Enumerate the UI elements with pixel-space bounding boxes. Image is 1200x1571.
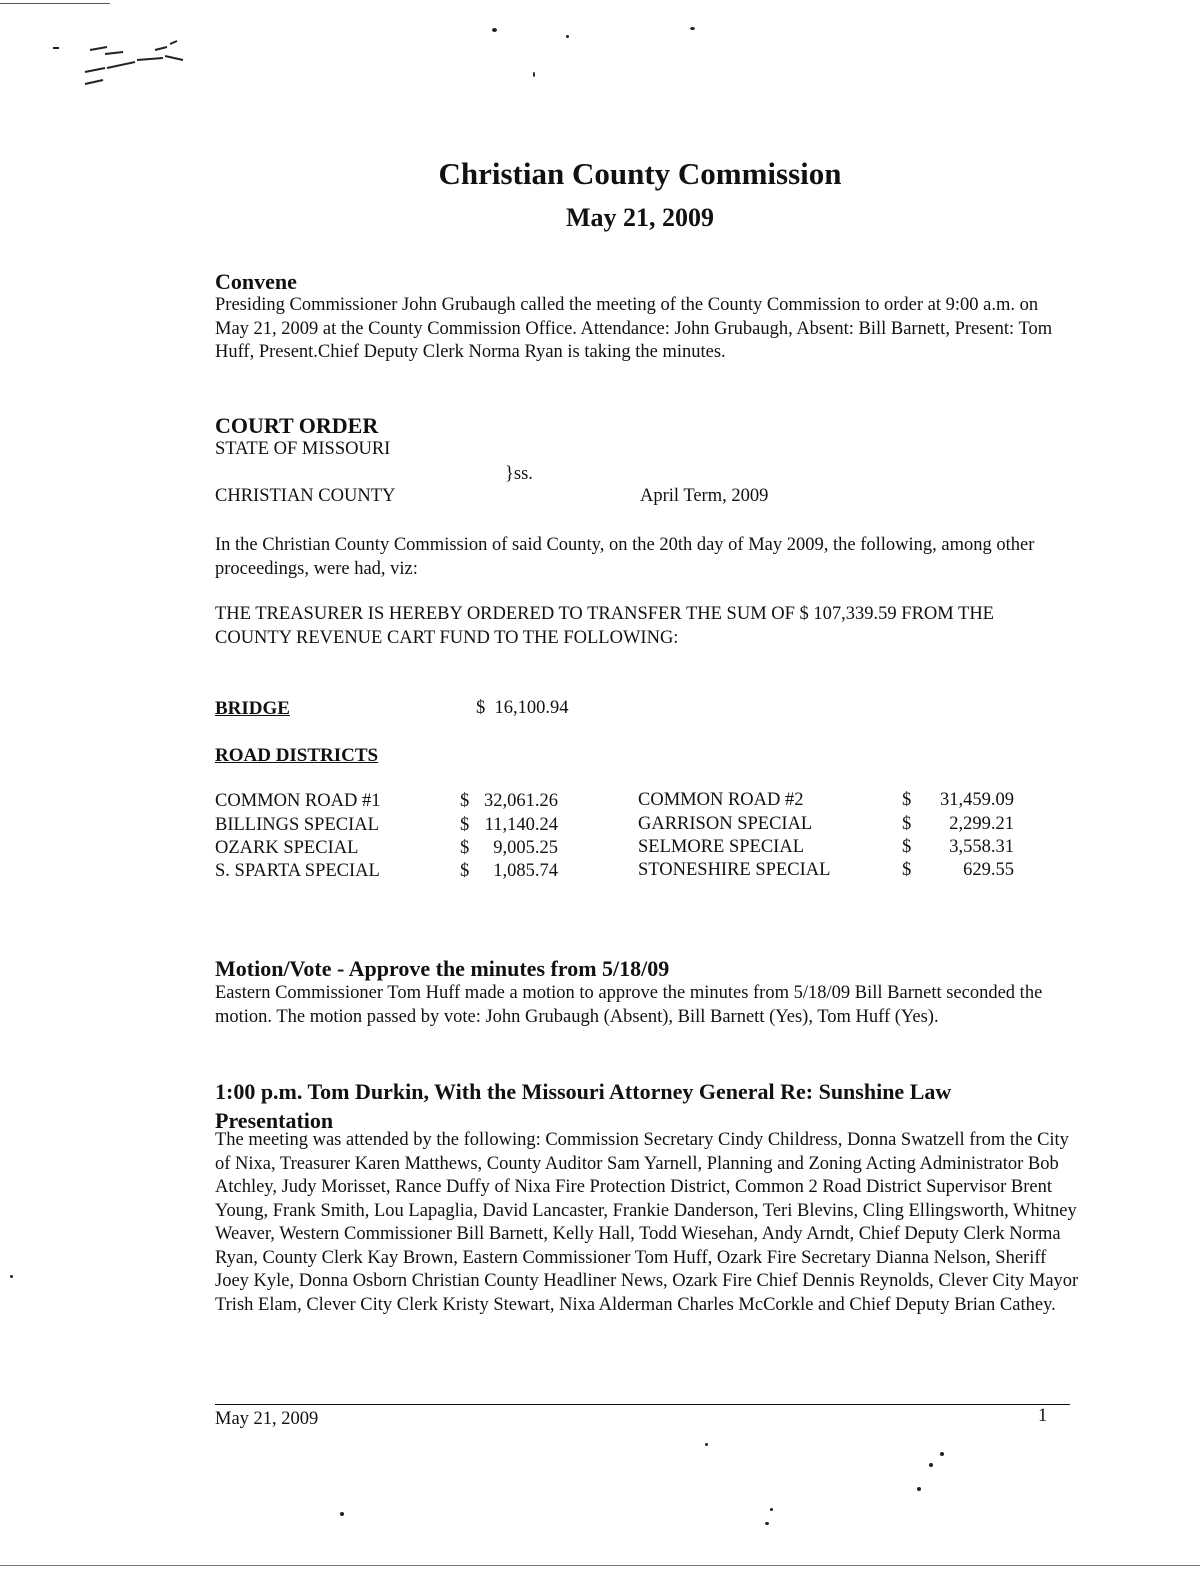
transfer-order: THE TREASURER IS HEREBY ORDERED TO TRANSFER THE SUM OF $ 107,339.59 FROM THE COUNTY REVENUE CART FUND TO THE FOLLOWING:	[215, 604, 994, 648]
speck-3	[690, 27, 695, 30]
ss-bracket: }ss.	[505, 464, 533, 484]
convene-text: Presiding Commissioner John Grubaugh called the meeting of the County Commission to order at 9:00 a.m. on May 21, 2009 at the County Commission Office. Attendance: John Grubaugh, Absent: Bill Barnett, Present: Tom Huff, Present.Chief Deputy Clerk Norma Ryan is taking the minutes.	[215, 295, 1053, 362]
document-date: May 21, 2009	[565, 203, 715, 232]
district-left-dollar: $	[460, 861, 470, 881]
district-left-amount: 11,140.24	[484, 815, 558, 835]
speck-5	[10, 1275, 13, 1278]
document-title: Christian County Commission	[438, 156, 842, 191]
presentation-heading: 1:00 p.m. Tom Durkin, With the Missouri Attorney General Re: Sunshine Law Presentation	[215, 1079, 952, 1133]
footer-rule	[215, 1404, 1070, 1405]
page-number: 1	[1038, 1406, 1048, 1426]
motion-heading: Motion/Vote - Approve the minutes from 5/18/09	[215, 956, 670, 981]
district-left-name: OZARK SPECIAL	[215, 838, 359, 858]
presentation-text: The meeting was attended by the following: Commission Secretary Cindy Childress, Donna Swatzell from the City of Nixa, Treasurer Karen Matthews, County Auditor Sam Yarnell, Planning and Zoning Acting Administrator Bob Atchley, Judy Morisset, Rance Duffy of Nixa Fire Protection District, Common 2 Road District Supervisor Brent Young, Frank Smith, Lou Lapaglia, David Lancaster, Frankie Danderson, Teri Blevins, Cling Ellingsworth, Whitney Weaver, Western Commissioner Bill Barnett, Kelly Hall, Todd Wiesehan, Andy Arndt, Chief Deputy Clerk Norma Ryan, County Clerk Kay Brown, Eastern Commissioner Tom Huff, Ozark Fire Secretary Dianna Nelson, Sheriff Joey Kyle, Donna Osborn Christian County Headliner News, Ozark Fire Chief Dennis Reynolds, Clever City Mayor Trish Elam, Clever City Clerk Kristy Stewart, Nixa Alderman Charles McCorkle and Chief Deputy Brian Cathey.	[215, 1130, 1079, 1315]
speck-4	[533, 72, 535, 77]
district-right-name: STONESHIRE SPECIAL	[638, 860, 831, 880]
district-left-dollar: $	[460, 791, 470, 811]
district-right-dollar: $	[902, 814, 912, 834]
district-left-amount: 9,005.25	[493, 838, 558, 858]
district-left-name: COMMON ROAD #1	[215, 791, 381, 811]
speck-11	[770, 1508, 773, 1511]
speck-10	[340, 1512, 344, 1516]
district-right-name: GARRISON SPECIAL	[638, 814, 813, 834]
term-line: April Term, 2009	[640, 486, 769, 506]
bridge-amount: $ 16,100.94	[476, 698, 569, 718]
district-left-amount: 32,061.26	[484, 791, 558, 811]
speck-12	[765, 1522, 769, 1525]
district-right-dollar: $	[902, 860, 912, 880]
bridge-label: BRIDGE	[215, 698, 290, 719]
state-line: STATE OF MISSOURI	[215, 439, 391, 459]
district-right-amount: 31,459.09	[940, 790, 1014, 810]
speck-9	[917, 1487, 921, 1491]
footer-date: May 21, 2009	[215, 1409, 319, 1429]
speck-8	[929, 1463, 933, 1467]
bottom-edge-mark	[0, 1565, 1200, 1566]
county-line: CHRISTIAN COUNTY	[215, 486, 396, 506]
district-right-amount: 2,299.21	[949, 814, 1014, 834]
district-right-name: COMMON ROAD #2	[638, 790, 804, 810]
top-edge-mark	[0, 3, 110, 4]
scan-scribble-mark	[45, 38, 195, 98]
convene-heading: Convene	[215, 269, 297, 294]
order-intro: In the Christian County Commission of said County, on the 20th day of May 2009, the following, among other proceedings, were had, viz:	[215, 535, 1035, 579]
district-left-dollar: $	[460, 815, 470, 835]
road-districts-label: ROAD DISTRICTS	[215, 745, 379, 766]
speck-2	[566, 35, 569, 38]
district-left-amount: 1,085.74	[493, 861, 558, 881]
district-right-amount: 629.55	[963, 860, 1014, 880]
motion-text: Eastern Commissioner Tom Huff made a motion to approve the minutes from 5/18/09 Bill Barnett seconded the motion. The motion passed by vote: John Grubaugh (Absent), Bill Barnett (Yes), Tom Huff (Yes).	[215, 983, 1043, 1027]
district-right-dollar: $	[902, 837, 912, 857]
district-left-dollar: $	[460, 838, 470, 858]
district-left-name: BILLINGS SPECIAL	[215, 815, 379, 835]
district-right-amount: 3,558.31	[949, 837, 1014, 857]
speck-6	[705, 1443, 708, 1446]
speck-1	[492, 28, 497, 32]
district-right-dollar: $	[902, 790, 912, 810]
district-left-name: S. SPARTA SPECIAL	[215, 861, 380, 881]
court-order-heading: COURT ORDER	[215, 413, 379, 438]
district-right-name: SELMORE SPECIAL	[638, 837, 805, 857]
speck-7	[940, 1452, 944, 1456]
